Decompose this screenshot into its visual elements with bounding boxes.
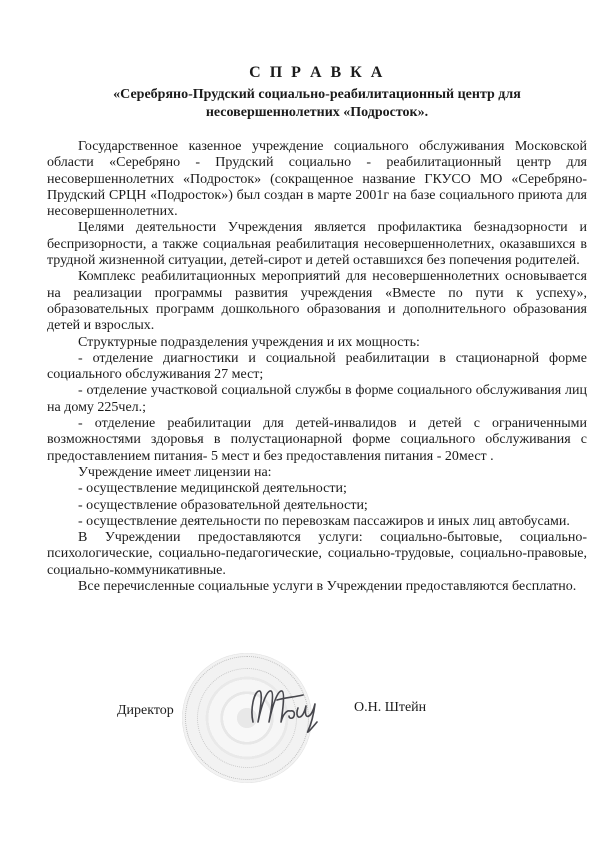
paragraph: Целями деятельности Учреждения является профилактика безнадзорности и беспризорности, а также социальная реабилитация несовершеннолетних, оказавшихся в трудной жизненной ситуации, детей-сирот и детей оставшихся без попечения родителей. [47,220,587,269]
list-item-paragraph: - отделение участковой социальной службы в форме социального обслуживания лиц на дому 225чел.; [47,383,587,415]
signatory-role-label: Директор [117,703,174,718]
document-title: С П Р А В К А [249,64,385,81]
list-item-paragraph: - отделение диагностики и социальной реабилитации в стационарной форме социального обслуживания 27 мест; [47,350,587,383]
document-content [47,64,587,595]
paragraph: Все перечисленные социальные услуги в Учреждении предоставляются бесплатно. [78,579,577,595]
document-subtitle: «Серебряно-Прудский социально-реабилитационный центр для несовершеннолетних «Подросток». [113,87,521,120]
paragraph: Структурные подразделения учреждения и их мощность: [78,334,420,350]
list-item-paragraph: - осуществление деятельности по перевозкам пассажиров и иных лиц автобусами. [78,513,570,529]
list-item-paragraph: - осуществление медицинской деятельности; [78,481,347,497]
list-item-paragraph: - осуществление образовательной деятельности; [78,497,368,513]
paragraph: Государственное казенное учреждение социального обслуживания Московской области «Серебряно - Прудский социально - реабилитационный центр для несовершеннолетних «Подросток» (сокращенное название ГКУСО МО «Серебряно-Прудский СРЦН «Подросток») был создан в марте 2001г на базе социального приюта для несовершеннолетних. [47,139,587,220]
list-item-paragraph: - отделение реабилитации для детей-инвалидов и детей с ограниченными возможностями здоровья в полустационарной форме социального обслуживания с предоставлением питания- 5 мест и без предоставления питания - 20мест . [47,416,587,464]
document-body [47,139,587,595]
paragraph: Учреждение имеет лицензии на: [78,464,272,480]
paragraph: Комплекс реабилитационных мероприятий для несовершеннолетних основывается на реализации программы развития учреждения «Вместе по пути к успеху», образовательных программ дошкольного образования и дополнительного образования детей и взрослых. [47,269,587,334]
handwritten-signature-icon [246,681,336,735]
paragraph: В Учреждении предоставляются услуги: социально-бытовые, социально-психологические, социально-педагогические, социально-трудовые, социально-правовые, социально-коммуникативные. [47,530,587,578]
signatory-name: О.Н. Штейн [354,700,427,715]
